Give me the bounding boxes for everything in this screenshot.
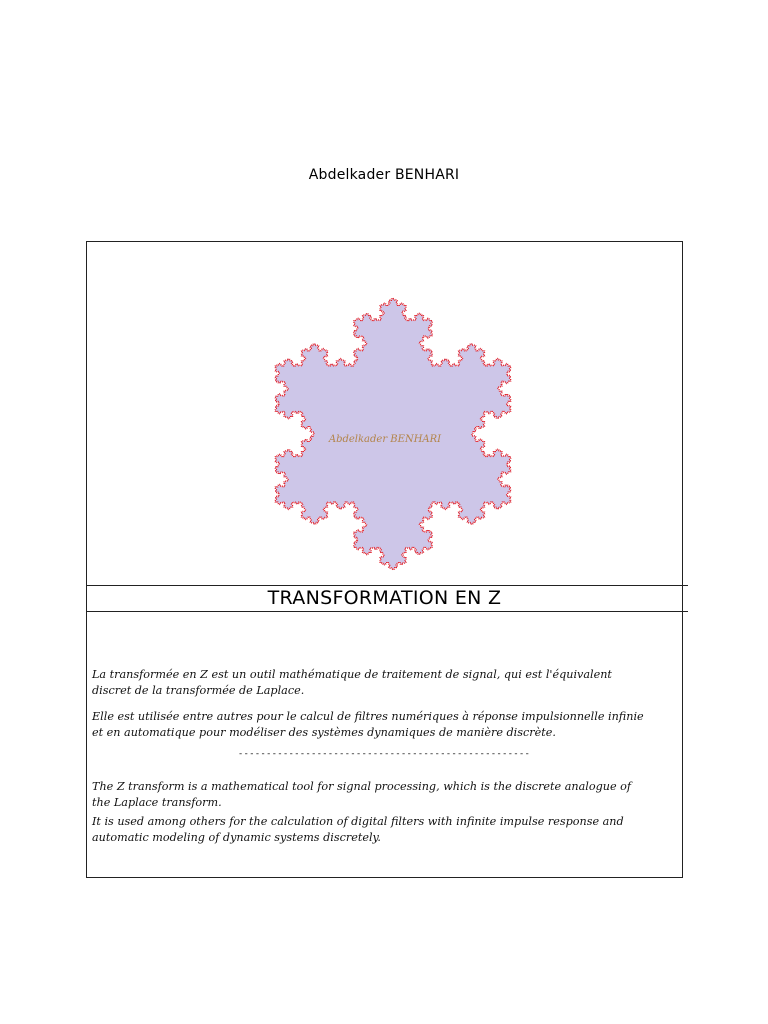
koch-snowflake-figure (87, 242, 682, 585)
english-paragraph-1: The Z transform is a mathematical tool for signal processing, which is the discrete analogue of the Laplace transform. (92, 780, 631, 809)
koch-snowflake-image (87, 242, 682, 585)
french-paragraph-2: Elle est utilisée entre autres pour le calcul de filtres numériques à réponse impulsionnelle infinie et en automatique pour modéliser des systèmes dynamiques de manière discrète. (92, 710, 644, 739)
author-name: Abdelkader BENHARI (308, 167, 460, 183)
section-title: TRANSFORMATION EN Z (267, 587, 502, 609)
separator-line: ---------------------------------------------------- (237, 749, 531, 759)
signature-watermark: Abdelkader BENHARI (328, 434, 442, 445)
english-paragraph-2: It is used among others for the calculation of digital filters with infinite impulse response and automatic modeling of dynamic systems discretely. (92, 815, 624, 844)
french-paragraph-1: La transformée en Z est un outil mathématique de traitement de signal, qui est l'équivalent discret de la transformée de Laplace. (92, 668, 612, 697)
